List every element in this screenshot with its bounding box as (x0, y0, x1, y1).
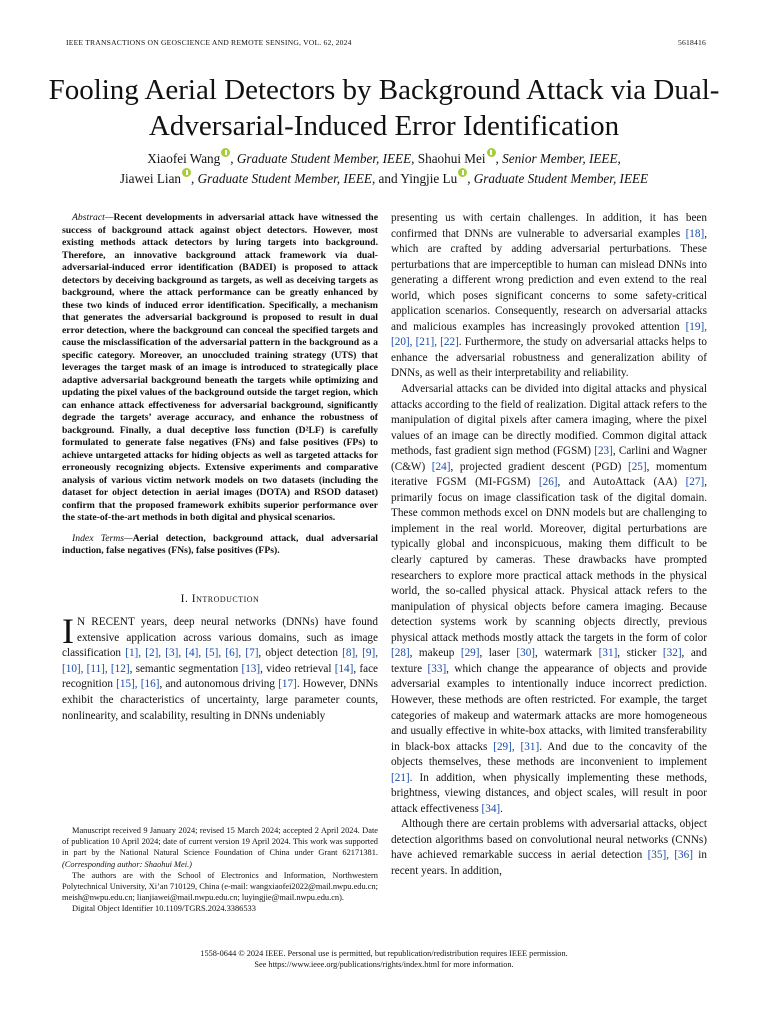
author-name: Yingjie Lu (400, 171, 458, 186)
citation-link[interactable]: [15], [16] (116, 678, 160, 691)
orcid-icon[interactable] (221, 148, 230, 157)
doi-note: Digital Object Identifier 10.1109/TGRS.2024.3386533 (72, 904, 256, 914)
intro-paragraph: I N RECENT years, deep neural networks (DNNs) have found extensive application across various domains, such as image classification [1], [2], [3], [4], [5], [6], [7], object detection [8], [9], [10], [11], [12], semantic segmentation [13], video retrieval [14], face recognition [15], [16], and autonomous driving [17]. However, DNNs exhibit the characteristics of uncertainty, large parameter counts, nonlinearity, and scalability, resulting in DNNs undeniably (62, 611, 379, 722)
author-role: Senior Member, IEEE (502, 151, 618, 166)
paragraph: Adversarial attacks can be divided into digital attacks and physical attacks according to the field of realization. Digital attack refers to the manipulation of digital pixels after camera imaging, where the pixel values of an image can be directly modified. Common digital attack methods, fast gradient sign method (FGSM) [23], Carlini and Wagner (C&W) [24], projected gradient descent (PGD) [25], momentum iterative FGSM (MI-FGSM) [26], and AutoAttack (AA) [27], primarily focus on image classification task of the digital domain. These common methods excel on DNN models but are challenging to implement in the real world. Moreover, digital perturbations are typically global and inconspicuous, making them difficult to be clearly captured by cameras. These drawbacks have prompted researchers to explore more practical attack methods in the physical world, the so-called physical attack. Physical attack refers to the manipulation of physical objects before camera imaging. Because detection systems work by scanning objects directly, previous physical attack methods mostly attack the targets in the form of color [28], makeup [29], laser [30], watermark [31], sticker [32], and texture [33], which change the appearance of objects and provide adversarial examples to intentionally induce incorrect prediction. However, these methods are often restricted. For example, the target categories of makeup and watermark attacks are more homogeneous and usually effective in white-box attacks, with limited transferability in black-box attacks [29], [31]. And due to the concavity of the objects themselves, these methods are inconvenient to implement [21]. In addition, when physically implementing these methods, brightness, viewing distances, and object scales, will result in poor attack effectiveness [34]. (391, 383, 707, 815)
citation-link[interactable]: [25] (627, 460, 647, 473)
citation-link[interactable]: [32] (662, 647, 682, 660)
index-terms-text: Aerial detection, background attack, dual adversarial induction, false negatives (FNs), false positives (FPs). (62, 532, 378, 556)
citation-link[interactable]: [8], [9], [10], [11], [12] (62, 647, 378, 675)
author-role: Graduate Student Member, IEEE (197, 171, 372, 186)
index-terms (62, 533, 378, 558)
author-role: Graduate Student Member, IEEE (236, 151, 412, 166)
citation-link[interactable]: [30] (516, 647, 536, 660)
citation-link[interactable]: [33] (427, 662, 447, 675)
index-terms-label: Index Terms— (72, 532, 133, 544)
author-name: Jiawei Lian (119, 171, 182, 186)
author-list: Xiaofei Wang , Graduate Student Member, IEEE, Shaohui Mei , Senior Member, IEEE, Jiawei Lian , Graduate Student Member, IEEE, and Yingjie Lu , Graduate Student Member, IEEE (40, 148, 728, 188)
page-number: 5618416 (678, 38, 706, 47)
copyright-line: 1558-0644 © 2024 IEEE. Personal use is permitted, but republication/redistribution requires IEEE permission. (200, 949, 568, 958)
copyright-footer (0, 948, 768, 970)
citation-link[interactable]: [29], [31] (493, 740, 540, 753)
citation-link[interactable]: [26] (538, 476, 558, 489)
orcid-icon[interactable] (458, 168, 467, 177)
paragraph: presenting us with certain challenges. In addition, it has been confirmed that DNNs are vulnerable to adversarial examples [18], which are crafted by adding adversarial perturbations. These perturbations that are imperceptible to human can mislead DNNs into generating a different wrong prediction and even extend to the real world, which poses significant concerns to some safety-critical application scenarios. Consequently, research on adversarial attacks and malicious examples has increasingly provoked attention [19], [20], [21], [22]. Furthermore, the study on adversarial attacks helps to enhance the adversarial robustness and generalization ability of DNNs, as well as their interpretability and reliability. (391, 212, 707, 380)
abstract-text: Recent developments in adversarial attack have witnessed the success of background attack against object detectors. However, most existing methods attack detectors by luring targets into background. Therefore, an innovative background attack framework via dual-adversarial-induced error identification (BADEI) is proposed to attack detectors by deceiving background as targets, as well as deceiving targets as background, where the attack performance can be greatly enhanced by these two kinds of induced error identification. Specifically, a mechanism that generates the adversarial background is proposed to result in dual error detection, where the background can conceal the specified targets and cause the misclassification of the adversarial pattern in the background as a specific category. Moreover, an unoccluded training strategy (UTS) that leverages the target mask of an image is introduced to strategically place adaptive adversarial background beneath the targets while optimizing and updating the pixel values of the background outside the target region, which can enhance attack effectiveness for adversarial background, significantly degrade the targets’ average accuracy, and enhance the robustness of background. Finally, a dual deceptive loss function (D²LF) is carefully formulated to generate false negatives (FNs) and false positives (FPs) to achieve untargeted attacks for hiding objects as well as targeted attacks for erroneously recognizing objects. Extensive experiments and comparative analysis of various victim network models on two datasets (including the dataset for object detection in aerial images (DOTA) and RSOD dataset) confirm that the proposed framework exhibits superior performance over the state-of-the-art methods in both digital and physical scenarios. (62, 212, 378, 523)
citation-link[interactable]: [24] (431, 460, 451, 473)
citation-link[interactable]: [18] (685, 227, 705, 240)
citation-link[interactable]: [13] (241, 662, 261, 675)
citation-link[interactable]: [23] (594, 445, 613, 458)
affiliation-note: The authors are with the School of Electronics and Information, Northwestern Polytechnical University, Xi’an 710129, China (e-mail: wangxiaofei2022@mail.nwpu.edu.cn; meish@nwpu.edu.cn; lianjiawei@mail.nwpu.edu.cn; luyingjie@mail.nwpu.edu.cn). (62, 870, 378, 903)
footnote (62, 825, 378, 915)
manuscript-note: Manuscript received 9 January 2024; revised 15 March 2024; accepted 2 April 2024. Date of publication 10 April 2024; date of current version 19 April 2024. This work was supported in part by the National Natural Science Foundation of China under Grant 62171381. (Corresponding author: Shaohui Mei.) (62, 826, 378, 869)
journal-name: IEEE TRANSACTIONS ON GEOSCIENCE AND REMOTE SENSING, VOL. 62, 2024 (66, 38, 352, 47)
abstract (62, 212, 378, 525)
abstract-label: Abstract— (72, 212, 114, 223)
section-heading: I. Introduction (180, 592, 260, 605)
citation-link[interactable]: [27] (685, 476, 705, 489)
citation-link[interactable]: [28] (391, 647, 410, 660)
running-header (66, 38, 706, 47)
orcid-icon[interactable] (487, 148, 496, 157)
rights-line: See https://www.ieee.org/publications/rights/index.html for more information. (254, 960, 514, 969)
citation-link[interactable]: [17] (278, 678, 297, 691)
citation-link[interactable]: [1], [2], [3], [4], [5], [6], [7] (125, 647, 259, 660)
citation-link[interactable]: [29] (460, 647, 480, 660)
author-name: Shaohui Mei (417, 151, 486, 166)
drop-cap: I (62, 611, 74, 652)
author-name: Xiaofei Wang (147, 151, 221, 166)
left-column (62, 212, 378, 724)
paragraph: Although there are certain problems with adversarial attacks, object detection algorithms based on convolutional neural networks (CNNs) have achieved remarkable success in aerial detection [35], [36] in recent years. In addition, (391, 818, 707, 877)
author-role: Graduate Student Member, IEEE (473, 171, 649, 186)
right-column (391, 211, 707, 880)
citation-link[interactable]: [34] (481, 802, 501, 815)
citation-link[interactable]: [31] (598, 647, 618, 660)
citation-link[interactable]: [19], [20], [21], [22] (391, 320, 707, 349)
paper-title: Fooling Aerial Detectors by Background Attack via Dual-Adversarial-Induced Error Identification (48, 74, 720, 142)
citation-link[interactable]: [14] (334, 662, 354, 675)
orcid-icon[interactable] (182, 168, 191, 177)
citation-link[interactable]: [21] (391, 771, 410, 784)
citation-link[interactable]: [35], [36] (647, 849, 693, 862)
